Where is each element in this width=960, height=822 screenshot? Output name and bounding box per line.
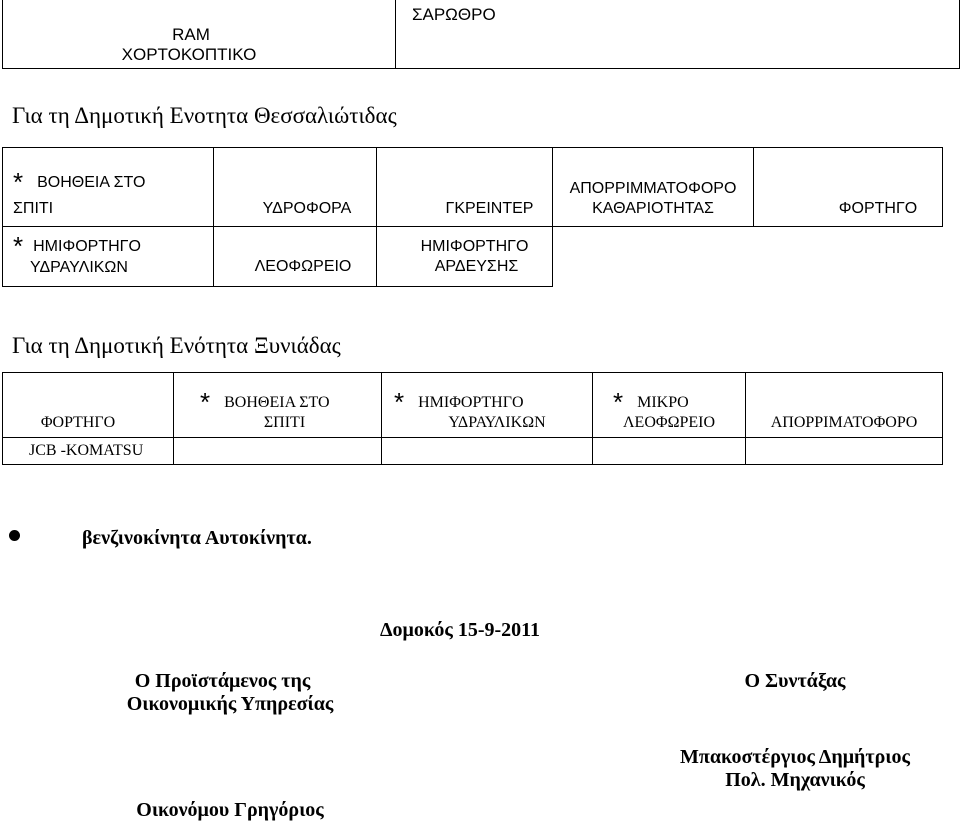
s2-cell-minibus bbox=[593, 373, 746, 438]
bullet-text: βενζινοκίνητα Αυτοκίνητα. bbox=[82, 527, 312, 549]
s2-cell-garbage-truck bbox=[746, 373, 943, 438]
top-table-left-line1: RAM bbox=[172, 24, 210, 44]
date-line: Δομοκός 15-9-2011 bbox=[380, 619, 541, 641]
asterisk-icon: * bbox=[613, 387, 624, 417]
s1-row2-cell1-line1: ΗΜΙΦΟΡΤΗΓΟ bbox=[33, 237, 141, 255]
signature-left-block bbox=[100, 670, 360, 716]
s2-cell-jcb bbox=[3, 438, 174, 465]
s2-cell2-line1: ΒΟΗΘΕΙΑ ΣΤΟ bbox=[224, 394, 330, 411]
s2-cell3-line1: ΗΜΙΦΟΡΤΗΓΟ bbox=[418, 394, 524, 411]
top-vehicle-table bbox=[2, 0, 960, 69]
signature-right-block bbox=[650, 746, 950, 792]
s1-cell1-line1: ΒΟΗΘΕΙΑ ΣΤΟ bbox=[37, 174, 146, 191]
bullet-dot-icon bbox=[9, 530, 20, 541]
asterisk-icon: * bbox=[13, 230, 24, 261]
section2-heading: Για τη Δημοτική Ενότητα Ξυνιάδας bbox=[12, 333, 341, 358]
s2-cell-home-help bbox=[174, 373, 382, 438]
s2-cell2-line2: ΣΠΙΤΙ bbox=[263, 414, 306, 431]
signature-right-role: Πολ. Μηχανικός bbox=[725, 769, 865, 791]
top-table-right-text: ΣΑΡΩΘΡΟ bbox=[412, 5, 496, 24]
asterisk-icon: * bbox=[13, 167, 24, 197]
s2-cell-pickup-plumbing bbox=[382, 373, 593, 438]
signature-left-line2: Οικονομικής Υπηρεσίας bbox=[126, 693, 334, 715]
s1-row2-cell1-line2: ΥΔΡΑΥΛΙΚΩΝ bbox=[30, 258, 128, 276]
section2-vehicle-table bbox=[2, 372, 943, 465]
top-table-right-cell bbox=[396, 0, 960, 69]
s2-row2-empty-1 bbox=[174, 438, 382, 465]
s2-cell3-line2: ΥΔΡΑΥΛΙΚΩΝ bbox=[448, 414, 546, 431]
s2-row2-empty-4 bbox=[746, 438, 943, 465]
signature-right-name: Μπακοστέργιος Δημήτριος bbox=[680, 746, 910, 768]
s2-cell4-line1: ΜΙΚΡΟ bbox=[637, 394, 689, 411]
s1-cell-home-help bbox=[3, 148, 214, 227]
s2-cell4-line2: ΛΕΟΦΩΡΕΙΟ bbox=[622, 414, 716, 431]
s1-row2-empty-cell bbox=[553, 227, 943, 287]
s1-cell-pickup-plumbing bbox=[3, 227, 214, 287]
top-table-left-cell bbox=[3, 0, 396, 69]
s1-cell4-line2: ΚΑΘΑΡΙΟΤΗΤΑΣ bbox=[592, 200, 714, 217]
asterisk-icon: * bbox=[200, 387, 211, 417]
s2-row2-empty-2 bbox=[382, 438, 593, 465]
section1-vehicle-table bbox=[2, 147, 943, 287]
s1-cell1-line2: ΣΠΙΤΙ bbox=[13, 200, 54, 217]
s1-cell-grader bbox=[377, 148, 553, 227]
s2-cell-truck bbox=[3, 373, 174, 438]
signature-left-name: Οικονόμου Γρηγόριος bbox=[136, 799, 324, 821]
s1-cell-pickup-irrigation bbox=[377, 227, 553, 287]
s1-cell5: ΦΟΡΤΗΓΟ bbox=[838, 200, 918, 217]
s2-cell1: ΦΟΡΤΗΓΟ bbox=[40, 414, 116, 431]
s1-row2-cell2: ΛΕΟΦΩΡΕΙΟ bbox=[254, 258, 352, 275]
s1-cell2: ΥΔΡΟΦΟΡΑ bbox=[262, 200, 352, 217]
s1-cell4-line1: ΑΠΟΡΡΙΜΜΑΤΟΦΟΡΟ bbox=[569, 180, 737, 197]
asterisk-icon: * bbox=[394, 387, 405, 417]
signature-right-title: Ο Συντάξας bbox=[744, 670, 846, 692]
s1-row2-cell3-line2: ΑΡΔΕΥΣΗΣ bbox=[434, 257, 519, 275]
s1-cell-water-truck bbox=[214, 148, 377, 227]
s1-cell-truck bbox=[754, 148, 943, 227]
top-table-left-line2: ΧΟΡΤΟΚΟΠΤΙΚΟ bbox=[121, 44, 257, 64]
s1-row2-cell3-line1: ΗΜΙΦΟΡΤΗΓΟ bbox=[420, 237, 529, 255]
s2-row2-cell1: JCB -KOMATSU bbox=[29, 442, 144, 459]
s1-cell3: ΓΚΡΕΙΝΤΕΡ bbox=[445, 200, 534, 217]
signature-left-line1: Ο Προϊστάμενος της bbox=[134, 670, 311, 692]
s1-cell-bus bbox=[214, 227, 377, 287]
s1-cell-garbage-truck bbox=[553, 148, 754, 227]
s2-row2-empty-3 bbox=[593, 438, 746, 465]
section1-heading: Για τη Δημοτική Ενοτητα Θεσσαλιώτιδας bbox=[12, 103, 397, 128]
s2-cell5: ΑΠΟΡΡΙΜΑΤΟΦΟΡΟ bbox=[770, 414, 918, 431]
